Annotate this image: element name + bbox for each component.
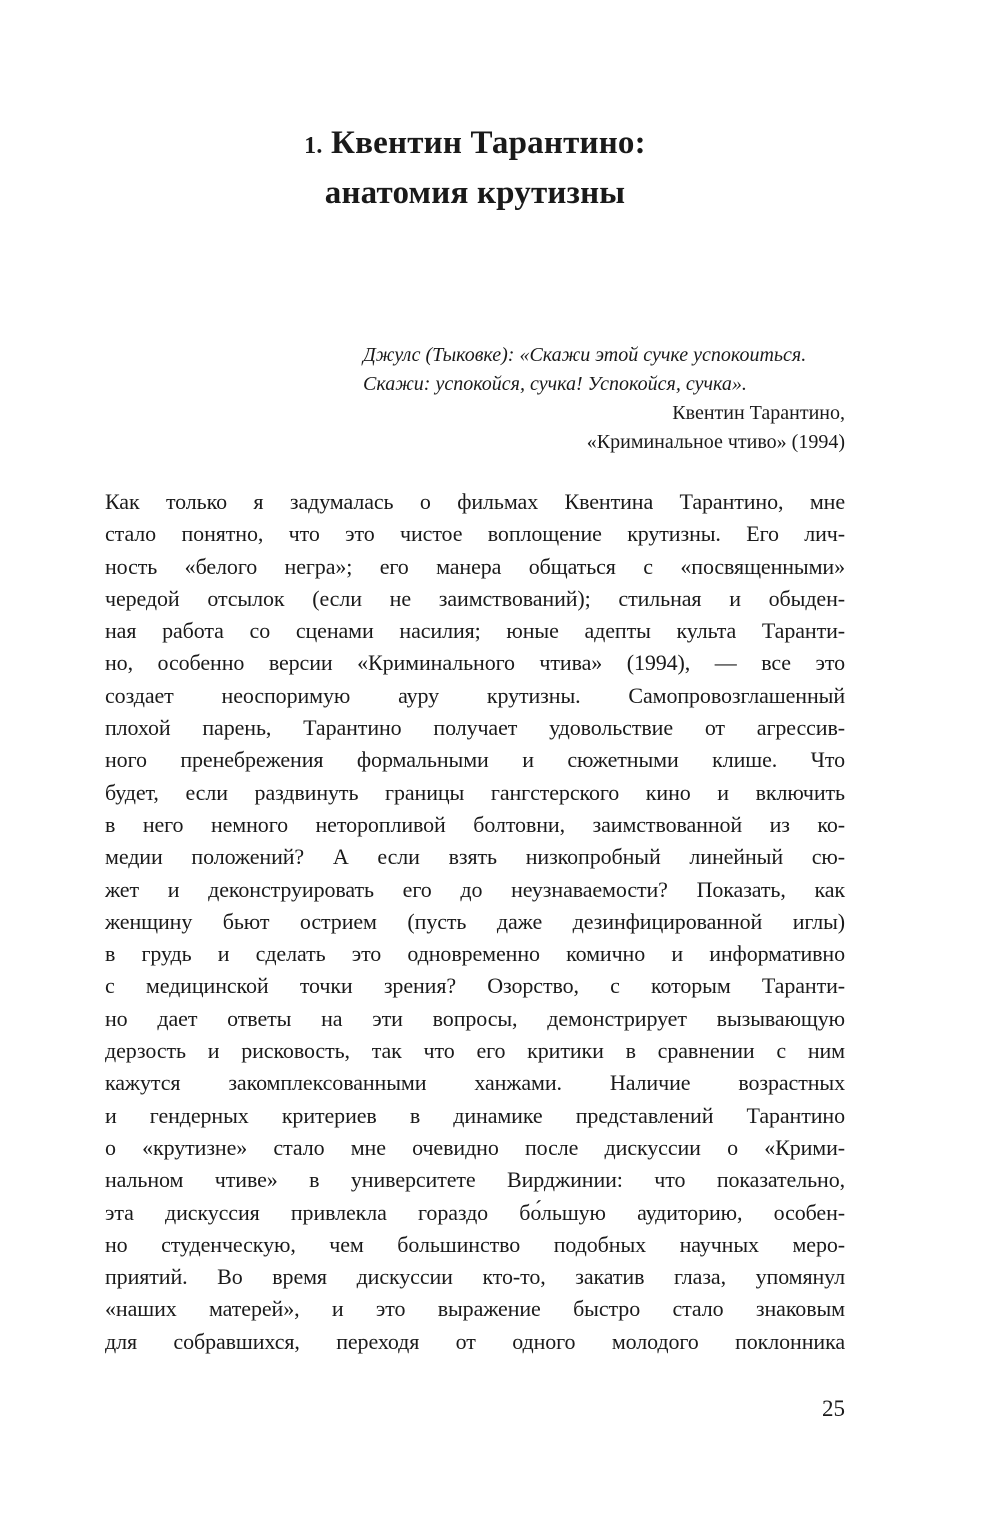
body-text-line: кажутся закомплексованными ханжами. Наличие возрастных [105,1070,845,1096]
body-text-line: в него немного неторопливой болтовни, заимствованной из ко- [105,811,845,837]
body-text-line: жет и деконструировать его до неузнаваемости? Показать, как [105,876,845,902]
body-text-line: и гендерных критериев в динамике представлений Тарантино [105,1102,845,1128]
body-text-line: дерзость и рисковость, так что его критики в сравнении с ним [105,1038,845,1064]
body-text-line: о «крутизне» стало мне очевидно после дискуссии о «Крими- [105,1134,845,1160]
body-text-line: ность «белого негра»; его манера общаться с «посвященными» [105,553,845,579]
body-text-line: женщину бьют острием (пусть даже дезинфицированной иглы) [105,908,845,934]
body-text-line: но, особенно версии «Криминального чтива» (1994), — все это [105,650,845,676]
chapter-title-text: Квентин Тарантино: [331,125,646,161]
body-text-line: медии положений? А если взять низкопробный линейный сю- [105,844,845,870]
body-text-line: но дает ответы на эти вопросы, демонстрирует вызывающую [105,1005,845,1031]
body-text-line: с медицинской точки зрения? Озорство, с которым Таранти- [105,973,845,999]
body-text-line: чередой отсылок (если не заимствований); стильная и обыден- [105,585,845,611]
page-number: 25 [822,1396,845,1421]
epigraph [363,341,845,457]
body-text-line: нальном чтиве» в университете Вирджинии: что показательно, [105,1167,845,1193]
body-text-line: для собравшихся, переходя от одного молодого поклонника [105,1328,845,1354]
epigraph-quote [363,341,845,399]
body-text-line: будет, если раздвинуть границы гангстерского кино и включить [105,779,845,805]
body-text-line: в грудь и сделать это одновременно комично и информативно [105,941,845,967]
body-text-line: «наших матерей», и это выражение быстро стало знаковым [105,1296,845,1322]
body-text-line: ная работа со сценами насилия; юные адепты культа Таранти- [105,618,845,644]
body-text-line: приятий. Во время дискуссии кто-то, закатив глаза, упомянул [105,1264,845,1290]
epigraph-attribution-line: Квентин Тарантино, [672,402,845,424]
body-text-line: эта дискуссия привлекла гораздо бо́льшую аудиторию, особен- [105,1199,845,1225]
chapter-title-line2: анатомия крутизны [324,175,626,211]
epigraph-attribution [363,399,845,457]
body-text-line: но студенческую, чем большинство подобных научных меро- [105,1231,845,1257]
chapter-title-line1 [105,120,845,170]
epigraph-attribution-line: «Криминальное чтиво» (1994) [586,431,845,453]
chapter-title [105,120,845,217]
epigraph-quote-line: Скажи: успокойся, сучка! Успокойся, сучка». [363,373,747,395]
body-text-line: создает неоспоримую ауру крутизны. Самопровозглашенный [105,682,845,708]
chapter-number: 1. [304,133,323,159]
body-text-line: стало понятно, что это чистое воплощение крутизны. Его лич- [105,521,845,547]
body-text-line: ного пренебрежения формальными и сюжетными клише. Что [105,747,845,773]
epigraph-quote-line: Джулс (Тыковке): «Скажи этой сучке успокоиться. [363,344,807,366]
body-text-line: плохой парень, Тарантино получает удовольствие от агрессив- [105,715,845,741]
body-text [105,486,845,1358]
body-text-line: Как только я задумалась о фильмах Квентина Тарантино, мне [105,489,845,514]
